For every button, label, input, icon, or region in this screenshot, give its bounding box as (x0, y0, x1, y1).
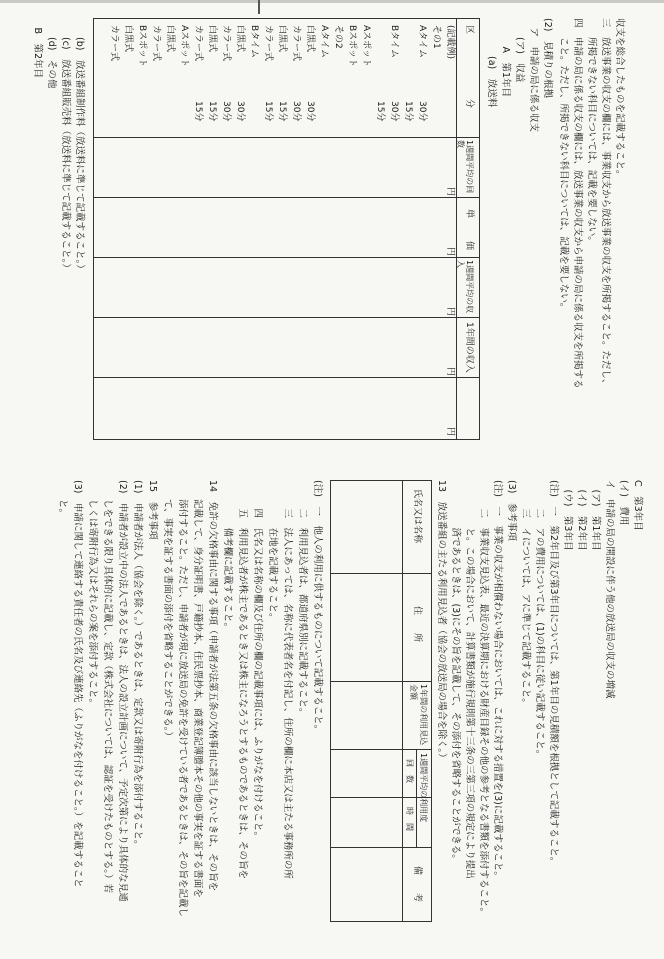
right-line: 添付すること。ただし、申請者が現に放送局の免許を受けている者であるときは、その旨を記載し (177, 480, 188, 918)
table-divider (94, 137, 479, 138)
right-line: (ア) 第1年目 (590, 480, 601, 551)
row-label: (記載例) (445, 25, 455, 60)
right-line: (3) 参考事項 (506, 480, 517, 541)
row-duration: 15分 (193, 101, 203, 122)
right-line: 四 氏名又は名称の欄及び住所の欄の記載事項には、ふりがなを付けること。 (252, 480, 263, 842)
table-divider (94, 197, 479, 198)
left-line: (ア) 収益 (514, 18, 525, 83)
row-label: カラー式 (151, 25, 161, 62)
left-footer-line: (c) 放送番組販売料（放送料に準じて記載すること。） (60, 18, 71, 273)
right-line: (注) 一 事業の収支が相償わない場合においては、これに対する措置を(3)に記載すること。 (492, 480, 503, 881)
left-line: ア 申請の局に係る収支 (528, 18, 539, 133)
row-duration: 15分 (375, 101, 385, 122)
row-label: カラー式 (263, 25, 273, 62)
table-divider (94, 257, 479, 258)
th-remarks: 備 考 (412, 866, 422, 903)
table-divider (331, 573, 431, 574)
row-label: その2 (333, 25, 343, 49)
table-divider (331, 681, 431, 682)
left-footer-line: (d) その他 (46, 18, 57, 89)
right-line: (イ) 費用 (618, 480, 629, 526)
right-line: 三 法人にあっては、名称に代表者名を付記し、住所の欄に本店又は主たる事務所の所 (282, 480, 293, 879)
user-prospect-table (330, 480, 432, 922)
right-line: (1) 申請者が法人（協会を除く。）であるときは、定款又は寄附行為を添付すること。 (132, 480, 143, 850)
row-duration: 30分 (417, 101, 427, 122)
row-label: カラー式 (109, 25, 119, 62)
yen-unit: 円 (445, 247, 455, 257)
right-line: と。この場合において、計算書類が施行規則第十三条の三第三項の規定により提出 (464, 480, 475, 879)
row-label: Bスポット (137, 25, 147, 68)
row-label: 白黒式 (277, 25, 287, 53)
left-line: (a) 放送料 (486, 18, 497, 108)
right-line: 在地を記載すること。 (267, 480, 278, 623)
right-line: しくは寄附行為又はそれらの案を添付すること。 (87, 480, 98, 709)
th-weekly-count: 1週間平均の回数 (456, 140, 474, 194)
row-duration: 15分 (207, 101, 217, 122)
right-line: 五 利用見込者が株主であるとき又は株主になろうとするものであるときは、その旨を (237, 480, 248, 880)
th-name: 氏名又は名称 (412, 489, 422, 544)
row-duration: 30分 (305, 101, 315, 122)
th-price: 価 (464, 241, 474, 251)
left-line: 所掲できない科目については、記載を要しない。 (586, 18, 597, 246)
table-divider (94, 317, 479, 318)
row-duration: 30分 (389, 101, 399, 122)
row-label: カラー式 (291, 25, 301, 62)
row-label: 白黒式 (165, 25, 175, 53)
row-label: Bタイム (389, 25, 399, 58)
left-line: 四 申請の局に係る収支の欄には、放送事業の収支から申請の局に係る収支を所掲する (572, 18, 583, 389)
yen-unit: 円 (445, 367, 455, 377)
yen-unit: 円 (445, 427, 455, 437)
th-kubun: 区 (464, 25, 474, 35)
right-line: (ウ) 第3年目 (562, 480, 573, 551)
row-label: カラー式 (221, 25, 231, 62)
right-line: 二 事業収支見込表、最近の決算期における財産目録その他の参考となる書類を添付すること。 (478, 480, 489, 918)
right-line: 二 アの費用については、(1)の科目に従い記載すること。 (534, 480, 545, 760)
right-line: 二 利用見込者は、都道府県別に記載すること。 (297, 480, 308, 718)
th-annual-amount: 1年間の利用見込金額 (409, 684, 428, 746)
table-header-rule (402, 481, 403, 921)
right-line: (2) 申請者が設立中の法人であるときは、法人の設立計画について、予定次第により具体的な見通 (117, 480, 128, 902)
left-line: A 第1年目 (500, 18, 511, 98)
th-annual-income: 1年間の収入 (464, 322, 474, 373)
left-footer-line: (b) 放送番組制作料（放送料に準じて記載すること。） (74, 18, 85, 274)
row-label: 白黒式 (305, 25, 315, 53)
th-bun: 分 (464, 99, 474, 109)
left-line: こと。ただし、所掲できない科目については、記載を要しない。 (558, 18, 569, 313)
th-weekly-usage: 1週間平均の利用度 (419, 753, 428, 823)
row-label: 白黒式 (207, 25, 217, 53)
row-duration: 15分 (277, 101, 287, 122)
table-divider (331, 847, 431, 848)
table-body (95, 19, 455, 137)
th-time: 時 間 (405, 807, 414, 831)
left-line: (2) 見積りの根拠 (542, 18, 553, 98)
row-label: 白黒式 (235, 25, 245, 53)
right-line: 済であるときは、(3)にその旨を記載して、その添付を省略することができる。 (450, 480, 461, 864)
right-line: 三 イについては、アに準じて記載すること。 (520, 480, 531, 708)
right-line: (イ) 第2年目 (576, 480, 587, 551)
row-label: Bタイム (249, 25, 259, 58)
th-count: 回 数 (405, 759, 414, 783)
right-line: イ 申請の局の開設に伴う他の放送局の収支の増減 (604, 480, 615, 699)
left-line: 三 放送事業の収支の欄には、事業収支から放送事業の収支を所掲すること。ただし、 (600, 18, 611, 389)
row-label: その1 (431, 25, 441, 49)
row-label: Aタイム (319, 25, 329, 58)
row-duration: 30分 (221, 101, 231, 122)
right-line: と。 (57, 480, 68, 519)
row-label: Bスポット (347, 25, 357, 68)
th-weekly-income: 1週間平均の収入 (456, 260, 474, 314)
broadcast-fee-table (93, 18, 480, 440)
row-duration: 15分 (403, 101, 413, 122)
right-line: 15 参考事項 (147, 480, 158, 540)
yen-unit: 円 (445, 307, 455, 317)
yen-unit: 円 (445, 187, 455, 197)
right-line: 14 免許の欠格事由に関する事項（申請者が法第五条の欠格事由に該当しないときは、その旨を (207, 480, 218, 892)
left-footer-line: B 第2年目 (32, 18, 43, 79)
row-duration: 15分 (263, 101, 273, 122)
row-label: カラー式 (193, 25, 203, 62)
right-line: (注) 一 他人の利用に供するものについて記載すること。 (312, 480, 323, 735)
right-line: 記載して、身分証明書、戸籍抄本、住民票抄本、商業登記簿謄本その他の事実を証する書面を (192, 480, 203, 898)
right-line: て、事実を証する書面の添付を省略することができる。） (162, 480, 173, 742)
right-line: (注) 一 第2年目及び第3年目については、第1年目の見積額を根拠として記載すること。 (548, 480, 559, 867)
right-line: 備考欄に記載すること。 (222, 480, 233, 633)
right-line: 13 放送番組の主たる利用見込者（協会の放送局の場合を除く。） (436, 480, 447, 763)
row-duration: 30分 (235, 101, 245, 122)
row-label: 白黒式 (123, 25, 133, 53)
row-label: Aスポット (361, 25, 371, 68)
right-line: C 第3年目 (632, 480, 643, 531)
row-label: Aスポット (179, 25, 189, 68)
table-header-rule (456, 19, 457, 439)
row-duration: 30分 (291, 101, 301, 122)
table-divider (94, 377, 479, 378)
right-line: (3) 申請に関して連絡する責任者の氏名及び連絡先（ふりがなを付けること。）を記載すること (72, 480, 83, 888)
th-address: 住 所 (412, 606, 422, 643)
table-subheader-rule (416, 749, 417, 847)
right-line: しをできる限り具体的に記載し、定款（株式会社については、認証を受けたものとする。）若 (102, 480, 113, 894)
left-line: 収支を総合したものを記載すること。 (614, 18, 625, 180)
th-unit: 単 (464, 209, 474, 219)
row-label: Aタイム (417, 25, 427, 58)
